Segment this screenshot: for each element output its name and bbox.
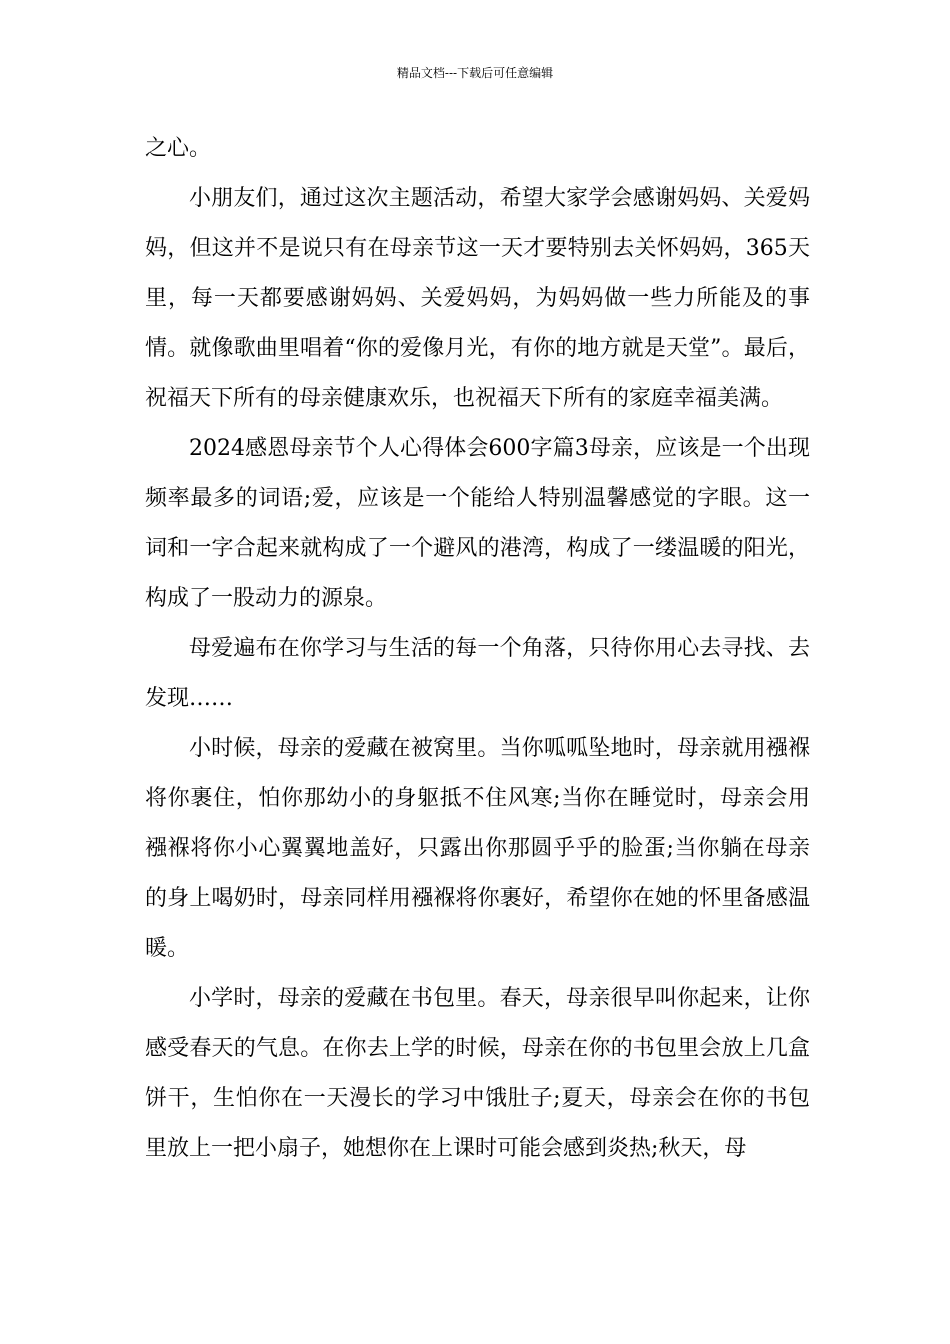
document-body [145, 124, 810, 1174]
paragraph: 2024感恩母亲节个人心得体会600字篇3母亲，应该是一个出现频率最多的词语;爱，应该是一个能给人特别温馨感觉的字眼。这一词和一字合起来就构成了一个避风的港湾，构成了一缕温暖的阳光，构成了一股动力的源泉。 [145, 436, 810, 611]
paragraph-continuation: 之心。 [145, 136, 212, 161]
paragraph: 母爱遍布在你学习与生活的每一个角落，只待你用心去寻找、去发现…… [145, 636, 810, 711]
paragraph: 小时候，母亲的爱藏在被窝里。当你呱呱坠地时，母亲就用襁褓将你裹住，怕你那幼小的身躯抵不住风寒;当你在睡觉时，母亲会用襁褓将你小心翼翼地盖好，只露出你那圆乎乎的脸蛋;当你躺在母亲的身上喝奶时，母亲同样用襁褓将你裹好，希望你在她的怀里备感温暖。 [145, 736, 810, 961]
paragraph: 小朋友们，通过这次主题活动，希望大家学会感谢妈妈、关爱妈妈，但这并不是说只有在母亲节这一天才要特别去关怀妈妈，365天里，每一天都要感谢妈妈、关爱妈妈，为妈妈做一些力所能及的事情。就像歌曲里唱着“你的爱像月光，有你的地方就是天堂”。最后，祝福天下所有的母亲健康欢乐，也祝福天下所有的家庭幸福美满。 [145, 186, 810, 411]
paragraph: 小学时，母亲的爱藏在书包里。春天，母亲很早叫你起来，让你感受春天的气息。在你去上学的时候，母亲在你的书包里会放上几盒饼干，生怕你在一天漫长的学习中饿肚子;夏天，母亲会在你的书包里放上一把小扇子，她想你在上课时可能会感到炎热;秋天，母 [145, 986, 810, 1161]
page-header: 精品文档---下载后可任意编辑 [396, 66, 554, 80]
